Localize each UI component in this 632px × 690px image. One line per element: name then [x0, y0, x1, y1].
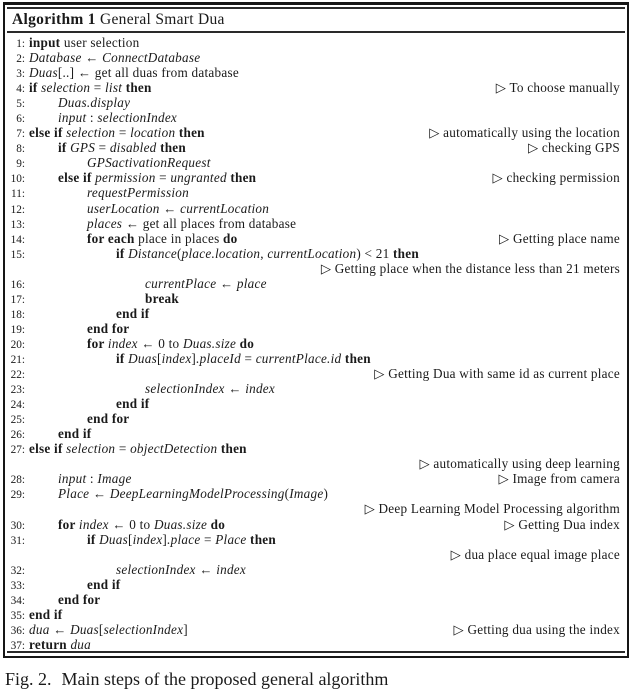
- algorithm-line-comment: [374, 366, 620, 381]
- algorithm-line-content: [87, 155, 211, 170]
- algorithm-line-number: 32:: [10, 564, 25, 577]
- plain-text: ←: [195, 561, 217, 577]
- plain-text: ←: [216, 275, 237, 291]
- algorithm-line: [9, 486, 620, 501]
- algorithm-line: [9, 396, 620, 411]
- plain-text: (: [284, 486, 290, 502]
- keyword-text: end if: [87, 576, 121, 592]
- plain-text: ← 0 to: [137, 335, 183, 351]
- keyword-text: for each: [87, 230, 139, 246]
- plain-text: [: [98, 621, 104, 637]
- algorithm-line-comment: [493, 170, 620, 185]
- algorithm-line-content: [87, 577, 120, 592]
- comment-text: Image from camera: [512, 471, 620, 487]
- plain-text: ←: [49, 621, 71, 637]
- keyword-text: for: [87, 335, 108, 351]
- algorithm-line-content: [58, 95, 130, 110]
- math-text: selectionIndex: [97, 110, 178, 126]
- algorithm-line-number: 25:: [10, 414, 25, 427]
- algorithm-line-content: [116, 351, 371, 366]
- plain-text: ←: [224, 381, 246, 397]
- algorithm-line-content: [29, 441, 247, 456]
- math-text: ungranted: [170, 170, 227, 186]
- comment-text: Getting dua using the index: [467, 621, 620, 637]
- comment-text: Getting place name: [512, 230, 620, 246]
- math-text: places: [87, 215, 123, 231]
- algorithm-line-content: [58, 592, 100, 607]
- keyword-text: end if: [116, 305, 150, 321]
- algorithm-line-content: [29, 125, 205, 140]
- math-text: currentPlace.id: [255, 350, 342, 366]
- algorithm-line-content: [116, 306, 149, 321]
- keyword-text: then: [122, 80, 152, 96]
- comment-triangle-icon: ▷: [504, 516, 519, 532]
- math-text: dua: [29, 621, 50, 637]
- math-text: currentLocation: [180, 200, 270, 216]
- algorithm-line: [9, 426, 620, 441]
- keyword-text: if: [87, 531, 100, 547]
- keyword-text: end for: [87, 320, 130, 336]
- comment-text: Getting place when the distance less than 21 meters: [334, 260, 620, 276]
- algorithm-line-content: [58, 426, 91, 441]
- algorithm-line-comment: [528, 140, 620, 155]
- figure-caption: [5, 669, 625, 690]
- plain-text: =: [240, 350, 256, 366]
- algorithm-line-number: 23:: [10, 384, 25, 397]
- algorithm-line-content: [145, 276, 267, 291]
- math-text: selectionIndex: [103, 621, 184, 637]
- math-text: Duas: [99, 531, 128, 547]
- algorithm-line-number: 22:: [10, 369, 25, 382]
- algorithm-line: [9, 562, 620, 577]
- algorithm-line: [9, 532, 620, 547]
- plain-text: place in places: [138, 230, 224, 246]
- keyword-text: return: [29, 636, 71, 649]
- math-text: Place: [215, 531, 247, 547]
- plain-text: ,: [260, 245, 268, 261]
- algorithm-line-number: 24:: [10, 399, 25, 412]
- figure-caption-label: Fig. 2.: [5, 669, 52, 689]
- algorithm-line-number: 2:: [16, 53, 25, 66]
- math-text: dua: [70, 636, 91, 649]
- figure-caption-text: Main steps of the proposed general algorithm: [61, 669, 389, 689]
- math-text: place.location: [181, 245, 261, 261]
- math-text: Duas: [70, 621, 99, 637]
- math-text: Duas.display: [58, 95, 131, 111]
- algorithm-line: [9, 637, 620, 649]
- algorithm-line: [9, 231, 620, 246]
- algorithm-line: [9, 140, 620, 155]
- algorithm-line-comment: [499, 471, 620, 486]
- algorithm-line: [9, 110, 620, 125]
- math-text: index: [132, 531, 163, 547]
- algorithm-line: [9, 170, 620, 185]
- algorithm-line: [9, 411, 620, 426]
- keyword-text: do: [236, 335, 255, 351]
- algorithm-line: [9, 622, 620, 637]
- algorithm-line-content: [29, 35, 140, 50]
- algorithm-line-content: [58, 170, 256, 185]
- algorithm-line: [9, 321, 620, 336]
- plain-text: [: [156, 350, 162, 366]
- keyword-text: do: [207, 516, 226, 532]
- algorithm-line-number: 1:: [16, 38, 25, 50]
- algorithm-line-content: [29, 637, 91, 649]
- keyword-text: end for: [87, 411, 130, 427]
- math-text: index: [78, 516, 109, 532]
- math-text: .placeId: [196, 350, 241, 366]
- math-text: Duas: [29, 65, 58, 81]
- plain-text: [..] ← get all duas from database: [57, 65, 239, 81]
- algorithm-line: [9, 351, 620, 366]
- keyword-text: then: [226, 170, 257, 186]
- math-text: location: [130, 125, 176, 141]
- math-text: index: [245, 381, 276, 397]
- keyword-text: end for: [58, 591, 101, 607]
- math-text: Place: [58, 486, 90, 502]
- algorithm-line-number: 29:: [10, 489, 25, 502]
- algorithm-line-content: [58, 110, 177, 125]
- comment-triangle-icon: ▷: [527, 140, 542, 156]
- algorithm-line-content: [87, 201, 269, 216]
- keyword-text: then: [392, 245, 419, 261]
- algorithm-line-content: [145, 381, 275, 396]
- algorithm-line-content: [87, 532, 276, 547]
- math-text: Duas.size: [153, 516, 208, 532]
- algorithm-line: [9, 501, 620, 516]
- algorithm-line: [9, 261, 620, 276]
- algorithm-line-content: [87, 231, 237, 246]
- algorithm-line: [9, 456, 620, 471]
- keyword-text: end if: [58, 426, 92, 442]
- math-text: ConnectDatabase: [102, 50, 201, 66]
- algorithm-line-number: 26:: [10, 429, 25, 442]
- algorithm-line-number: 33:: [10, 579, 25, 592]
- keyword-text: input: [29, 35, 61, 50]
- algorithm-line-number: 3:: [16, 68, 25, 81]
- plain-text: ←: [89, 486, 110, 502]
- algorithm-line: [9, 381, 620, 396]
- plain-text: =: [155, 170, 171, 186]
- math-text: index: [216, 561, 247, 577]
- algorithm-line-content: [116, 396, 149, 411]
- algorithm-line: [9, 185, 620, 200]
- algorithm-line-content: [145, 291, 179, 306]
- keyword-text: then: [341, 350, 371, 366]
- keyword-text: end if: [116, 396, 150, 412]
- algorithm-line-number: 14:: [10, 233, 25, 246]
- algorithm-line: [9, 246, 620, 261]
- algorithm-line-number: 12:: [10, 203, 25, 216]
- algorithm-line: [9, 50, 620, 65]
- algorithm-line: [9, 291, 620, 306]
- algorithm-line-content: [116, 246, 419, 261]
- algorithm-line: [9, 306, 620, 321]
- math-text: index: [161, 350, 192, 366]
- plain-text: ←: [159, 200, 181, 216]
- math-text: GPSactivationRequest: [87, 155, 211, 171]
- algorithm-line-number: 16:: [10, 278, 25, 291]
- keyword-text: if: [29, 80, 42, 96]
- algorithm-line-number: 20:: [10, 338, 25, 351]
- plain-text: ]: [191, 350, 197, 366]
- math-text: Duas: [128, 350, 157, 366]
- algorithm-label: Algorithm 1: [12, 11, 96, 28]
- algorithm-line: [9, 201, 620, 216]
- algorithm-line: [9, 336, 620, 351]
- algorithm-line-content: [29, 607, 62, 622]
- algorithm-line: [9, 517, 620, 532]
- algorithm-line-comment: [365, 501, 620, 516]
- comment-triangle-icon: ▷: [499, 230, 513, 246]
- plain-text: =: [200, 531, 216, 547]
- math-text: input: [58, 110, 87, 126]
- algorithm-line-number: 18:: [10, 308, 25, 321]
- comment-triangle-icon: ▷: [450, 546, 465, 562]
- algorithm-line-content: [58, 517, 225, 532]
- plain-text: [: [127, 531, 133, 547]
- algorithm-line-number: 36:: [10, 624, 25, 637]
- keyword-text: if: [58, 140, 71, 156]
- plain-text: :: [86, 471, 98, 487]
- comment-text: automatically using the location: [443, 125, 620, 141]
- algorithm-line-number: 21:: [10, 353, 25, 366]
- algorithm-line: [9, 471, 620, 486]
- algorithm-line-number: 17:: [10, 293, 25, 306]
- algorithm-line-number: 19:: [10, 323, 25, 336]
- algorithm-line: [9, 155, 620, 170]
- math-text: Duas.size: [182, 335, 237, 351]
- keyword-text: else if: [29, 441, 67, 457]
- keyword-text: else if: [58, 170, 96, 186]
- algorithm-line-number: 15:: [10, 248, 25, 261]
- algorithm-line-content: [29, 80, 152, 95]
- math-text: selection: [41, 80, 91, 96]
- plain-text: ]: [162, 531, 168, 547]
- plain-text: :: [86, 110, 98, 126]
- math-text: .place: [167, 531, 201, 547]
- keyword-text: then: [217, 441, 247, 457]
- algorithm-line: [9, 65, 620, 80]
- algorithm-line-content: [29, 65, 239, 80]
- algorithm-line-number: 34:: [10, 594, 25, 607]
- algorithm-line-number: 11:: [10, 188, 25, 201]
- algorithm-line-number: 35:: [10, 609, 25, 622]
- math-text: DeepLearningModelProcessing: [109, 486, 285, 502]
- math-text: permission: [95, 170, 156, 186]
- algorithm-box: [3, 2, 629, 658]
- math-text: Database: [29, 50, 82, 66]
- algorithm-line: [9, 80, 620, 95]
- algorithm-line-number: 9:: [16, 158, 25, 171]
- plain-text: ← get all places from database: [122, 215, 297, 231]
- comment-text: dua place equal image place: [464, 546, 620, 562]
- math-text: selection: [66, 125, 116, 141]
- algorithm-line-content: [87, 321, 129, 336]
- keyword-text: then: [246, 531, 276, 547]
- keyword-text: then: [156, 140, 186, 156]
- plain-text: ) < 21: [356, 245, 393, 261]
- comment-text: Getting Dua index: [518, 516, 620, 532]
- plain-text: =: [115, 125, 131, 141]
- math-text: list: [105, 80, 123, 96]
- math-text: objectDetection: [130, 441, 218, 457]
- algorithm-line-content: [87, 411, 129, 426]
- algorithm-line: [9, 95, 620, 110]
- comment-triangle-icon: ▷: [429, 125, 444, 141]
- math-text: Image: [97, 471, 132, 487]
- algorithm-line: [9, 276, 620, 291]
- algorithm-line-content: [29, 622, 188, 637]
- comment-text: Deep Learning Model Processing algorithm: [378, 501, 620, 517]
- comment-triangle-icon: ▷: [320, 260, 335, 276]
- algorithm-line-comment: [499, 231, 620, 246]
- plain-text: ←: [81, 50, 103, 66]
- algorithm-line-content: [87, 216, 296, 231]
- math-text: userLocation: [87, 200, 160, 216]
- plain-text: =: [95, 140, 110, 156]
- algorithm-line-number: 8:: [16, 143, 25, 156]
- algorithm-line-content: [87, 336, 254, 351]
- algorithm-line: [9, 125, 620, 140]
- algorithm-line-comment: [429, 125, 620, 140]
- comment-text: automatically using deep learning: [433, 456, 620, 472]
- math-text: input: [58, 471, 87, 487]
- algorithm-line: [9, 592, 620, 607]
- algorithm-line-number: 6:: [16, 113, 25, 126]
- algorithm-line: [9, 607, 620, 622]
- comment-text: checking permission: [506, 170, 620, 186]
- plain-text: ← 0 to: [108, 516, 154, 532]
- plain-text: ): [323, 486, 329, 502]
- math-text: selectionIndex: [116, 561, 196, 577]
- algorithm-line-number: 28:: [10, 474, 25, 487]
- comment-triangle-icon: ▷: [495, 80, 510, 96]
- algorithm-line-content: [29, 50, 200, 65]
- plain-text: ]: [183, 621, 188, 637]
- algorithm-line: [9, 577, 620, 592]
- algorithm-body: [5, 33, 627, 649]
- math-text: requestPermission: [87, 185, 189, 201]
- algorithm-line-content: [58, 486, 328, 501]
- algorithm-line-number: 4:: [16, 83, 25, 96]
- algorithm-line-comment: [454, 622, 620, 637]
- algorithm-line-number: 13:: [10, 218, 25, 231]
- algorithm-line-comment: [321, 261, 620, 276]
- comment-triangle-icon: ▷: [419, 456, 434, 472]
- keyword-text: break: [145, 290, 179, 306]
- algorithm-line-content: [87, 185, 189, 200]
- comment-text: Getting Dua with same id as current place: [388, 366, 620, 382]
- keyword-text: if: [116, 350, 129, 366]
- math-text: currentLocation: [267, 245, 357, 261]
- keyword-text: else if: [29, 125, 67, 141]
- plain-text: (: [177, 245, 182, 261]
- algorithm-line-number: 10:: [10, 173, 25, 186]
- plain-text: =: [115, 441, 131, 457]
- algorithm-line-content: [58, 471, 132, 486]
- algorithm-line-number: 31:: [10, 534, 25, 547]
- math-text: selection: [66, 441, 116, 457]
- comment-triangle-icon: ▷: [374, 366, 389, 382]
- math-text: index: [107, 335, 138, 351]
- algorithm-line: [9, 35, 620, 50]
- plain-text: =: [90, 80, 106, 96]
- comment-triangle-icon: ▷: [364, 501, 379, 517]
- math-text: Distance: [128, 245, 177, 261]
- algorithm-line-number: 7:: [16, 128, 25, 141]
- algorithm-line-content: [58, 140, 186, 155]
- math-text: place: [236, 275, 267, 291]
- algorithm-line-number: 37:: [10, 639, 25, 649]
- keyword-text: if: [116, 245, 129, 261]
- comment-triangle-icon: ▷: [492, 170, 507, 186]
- keyword-text: for: [58, 516, 79, 532]
- algorithm-line: [9, 216, 620, 231]
- algorithm-line: [9, 366, 620, 381]
- algorithm-line-number: 5:: [16, 98, 25, 111]
- algorithm-line-number: 27:: [10, 444, 25, 457]
- comment-triangle-icon: ▷: [453, 621, 468, 637]
- comment-text: checking GPS: [541, 140, 620, 156]
- algorithm-title-text: General Smart Dua: [95, 11, 225, 28]
- comment-text: To choose manually: [509, 80, 620, 96]
- algorithm-line-comment: [504, 517, 620, 532]
- comment-triangle-icon: ▷: [498, 471, 513, 487]
- math-text: disabled: [109, 140, 157, 156]
- keyword-text: then: [175, 125, 205, 141]
- math-text: GPS: [70, 140, 96, 156]
- keyword-text: end if: [29, 606, 63, 622]
- algorithm-line-comment: [496, 80, 620, 95]
- math-text: selectionIndex: [145, 381, 225, 397]
- algorithm-line: [9, 441, 620, 456]
- algorithm-bottom-rule: [7, 651, 625, 653]
- math-text: Image: [289, 486, 324, 502]
- algorithm-title: [5, 9, 627, 31]
- algorithm-line-number: 30:: [10, 519, 25, 532]
- math-text: currentPlace: [145, 275, 217, 291]
- algorithm-line-comment: [419, 456, 620, 471]
- keyword-text: do: [223, 230, 238, 246]
- plain-text: user selection: [60, 35, 140, 50]
- algorithm-line: [9, 547, 620, 562]
- algorithm-line-content: [116, 562, 246, 577]
- algorithm-line-comment: [451, 547, 620, 562]
